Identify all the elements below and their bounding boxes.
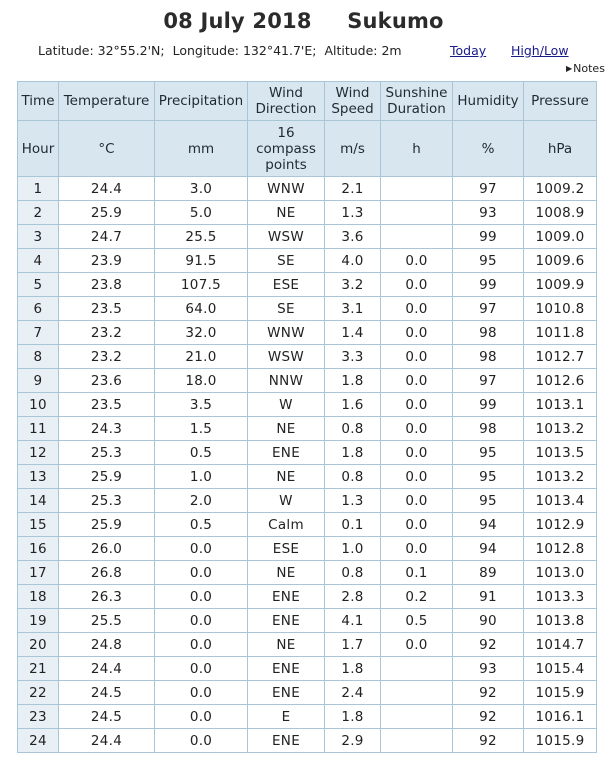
units-row: [18, 121, 597, 177]
table-row: [18, 321, 597, 345]
table-cell: 32.0: [155, 321, 248, 345]
table-cell: 1.8: [325, 369, 381, 393]
table-cell: 99: [453, 225, 524, 249]
table-row: [18, 417, 597, 441]
table-cell: 24: [18, 729, 59, 753]
title-date: 08 July 2018: [163, 9, 312, 33]
table-row: [18, 393, 597, 417]
table-cell: [381, 201, 453, 225]
table-cell: 0.0: [155, 585, 248, 609]
table-cell: 18.0: [155, 369, 248, 393]
table-cell: 0.0: [381, 297, 453, 321]
table-cell: 24.7: [59, 225, 155, 249]
table-cell: 99: [453, 273, 524, 297]
table-cell: 1013.2: [524, 417, 597, 441]
table-cell: 1013.8: [524, 609, 597, 633]
table-cell: Calm: [248, 513, 325, 537]
table-cell: 3.1: [325, 297, 381, 321]
table-cell: 20: [18, 633, 59, 657]
table-cell: 23.5: [59, 393, 155, 417]
table-cell: 3: [18, 225, 59, 249]
table-cell: 1012.9: [524, 513, 597, 537]
table-cell: 15: [18, 513, 59, 537]
table-cell: 1.0: [155, 465, 248, 489]
table-cell: 24.4: [59, 657, 155, 681]
table-cell: 21.0: [155, 345, 248, 369]
title-station: Sukumo: [347, 9, 444, 33]
table-row: [18, 633, 597, 657]
table-cell: 1.3: [325, 489, 381, 513]
table-cell: 0.5: [155, 441, 248, 465]
table-row: [18, 585, 597, 609]
table-cell: 0.5: [155, 513, 248, 537]
table-cell: 25.3: [59, 441, 155, 465]
table-cell: 4.1: [325, 609, 381, 633]
table-cell: 1009.9: [524, 273, 597, 297]
table-cell: NE: [248, 417, 325, 441]
table-cell: 1.8: [325, 705, 381, 729]
table-row: [18, 225, 597, 249]
table-cell: 0.5: [381, 609, 453, 633]
table-cell: 25.3: [59, 489, 155, 513]
table-cell: NNW: [248, 369, 325, 393]
table-cell: WNW: [248, 321, 325, 345]
notes-label: Notes: [573, 62, 605, 75]
table-cell: 95: [453, 249, 524, 273]
table-cell: 97: [453, 369, 524, 393]
table-cell: 3.3: [325, 345, 381, 369]
column-header: Wind Speed: [325, 82, 381, 121]
table-cell: [381, 705, 453, 729]
table-cell: 0.1: [325, 513, 381, 537]
table-cell: 24.8: [59, 633, 155, 657]
table-cell: 0.0: [381, 489, 453, 513]
table-cell: 10: [18, 393, 59, 417]
table-cell: 0.0: [155, 729, 248, 753]
table-cell: [381, 225, 453, 249]
table-cell: 1013.3: [524, 585, 597, 609]
table-row: [18, 537, 597, 561]
table-cell: 1012.7: [524, 345, 597, 369]
table-cell: 0.0: [381, 465, 453, 489]
table-cell: 13: [18, 465, 59, 489]
table-cell: 7: [18, 321, 59, 345]
table-cell: 0.8: [325, 417, 381, 441]
table-cell: ENE: [248, 729, 325, 753]
table-cell: 22: [18, 681, 59, 705]
table-cell: 1.6: [325, 393, 381, 417]
page-title: [0, 9, 607, 33]
table-cell: 9: [18, 369, 59, 393]
table-cell: 1.4: [325, 321, 381, 345]
table-cell: 1013.1: [524, 393, 597, 417]
table-cell: NE: [248, 465, 325, 489]
table-cell: 4: [18, 249, 59, 273]
table-cell: 1015.4: [524, 657, 597, 681]
column-header: Time: [18, 82, 59, 121]
table-cell: 91.5: [155, 249, 248, 273]
table-cell: ENE: [248, 585, 325, 609]
table-cell: 0.0: [381, 249, 453, 273]
table-cell: ENE: [248, 609, 325, 633]
table-row: [18, 297, 597, 321]
table-cell: 0.0: [155, 681, 248, 705]
hourly-observations-table: [17, 81, 597, 753]
table-cell: [381, 729, 453, 753]
table-cell: 0.0: [381, 417, 453, 441]
altitude-text: Altitude: 2m: [324, 43, 402, 58]
table-cell: 25.5: [155, 225, 248, 249]
table-cell: 25.9: [59, 465, 155, 489]
table-row: [18, 489, 597, 513]
table-cell: 98: [453, 417, 524, 441]
table-cell: 25.9: [59, 201, 155, 225]
table-cell: 24.5: [59, 681, 155, 705]
table-row: [18, 273, 597, 297]
table-cell: 95: [453, 489, 524, 513]
table-cell: 5.0: [155, 201, 248, 225]
table-cell: 1.5: [155, 417, 248, 441]
table-cell: 23.8: [59, 273, 155, 297]
table-cell: 24.5: [59, 705, 155, 729]
table-row: [18, 729, 597, 753]
table-cell: W: [248, 489, 325, 513]
table-cell: ESE: [248, 537, 325, 561]
column-unit: hPa: [524, 121, 597, 177]
station-info: [38, 43, 402, 58]
column-unit: m/s: [325, 121, 381, 177]
table-cell: 92: [453, 681, 524, 705]
table-cell: 25.5: [59, 609, 155, 633]
table-cell: 0.0: [381, 537, 453, 561]
table-cell: 23.6: [59, 369, 155, 393]
table-cell: 0.0: [381, 441, 453, 465]
table-cell: NE: [248, 561, 325, 585]
table-cell: 91: [453, 585, 524, 609]
table-cell: 1014.7: [524, 633, 597, 657]
table-row: [18, 657, 597, 681]
table-cell: 97: [453, 297, 524, 321]
table-cell: 24.4: [59, 177, 155, 201]
table-cell: 26.8: [59, 561, 155, 585]
table-cell: 2: [18, 201, 59, 225]
table-cell: 3.2: [325, 273, 381, 297]
table-row: [18, 249, 597, 273]
table-body: [18, 177, 597, 753]
table-cell: NE: [248, 201, 325, 225]
table-cell: W: [248, 393, 325, 417]
table-row: [18, 441, 597, 465]
table-cell: 0.0: [381, 513, 453, 537]
table-cell: 2.9: [325, 729, 381, 753]
table-cell: 5: [18, 273, 59, 297]
table-cell: 2.0: [155, 489, 248, 513]
table-cell: 2.4: [325, 681, 381, 705]
table-cell: 0.2: [381, 585, 453, 609]
table-cell: 92: [453, 729, 524, 753]
table-cell: 1010.8: [524, 297, 597, 321]
table-cell: 0.0: [381, 633, 453, 657]
table-cell: 0.0: [381, 321, 453, 345]
header-row: [18, 82, 597, 121]
table-cell: 16: [18, 537, 59, 561]
table-row: [18, 513, 597, 537]
table-cell: 1013.0: [524, 561, 597, 585]
table-cell: WNW: [248, 177, 325, 201]
table-cell: 98: [453, 321, 524, 345]
table-cell: 0.8: [325, 561, 381, 585]
table-row: [18, 345, 597, 369]
table-row: [18, 561, 597, 585]
table-cell: 94: [453, 537, 524, 561]
table-cell: 64.0: [155, 297, 248, 321]
table-cell: 24.4: [59, 729, 155, 753]
table-cell: [381, 657, 453, 681]
table-cell: [381, 177, 453, 201]
table-cell: 1: [18, 177, 59, 201]
table-cell: 23: [18, 705, 59, 729]
table-cell: 0.0: [155, 705, 248, 729]
table-cell: 11: [18, 417, 59, 441]
column-unit: h: [381, 121, 453, 177]
table-cell: 14: [18, 489, 59, 513]
table-cell: 1012.6: [524, 369, 597, 393]
table-cell: 12: [18, 441, 59, 465]
table-cell: 17: [18, 561, 59, 585]
column-unit: %: [453, 121, 524, 177]
table-cell: NE: [248, 633, 325, 657]
table-cell: 0.0: [155, 609, 248, 633]
table-cell: 93: [453, 657, 524, 681]
table-cell: 0.8: [325, 465, 381, 489]
table-cell: 21: [18, 657, 59, 681]
table-cell: ENE: [248, 681, 325, 705]
table-row: [18, 177, 597, 201]
table-cell: 1012.8: [524, 537, 597, 561]
column-header: Temperature: [59, 82, 155, 121]
table-cell: 99: [453, 393, 524, 417]
table-cell: 1009.0: [524, 225, 597, 249]
table-cell: 23.2: [59, 321, 155, 345]
table-cell: 1.3: [325, 201, 381, 225]
column-unit: Hour: [18, 121, 59, 177]
table-row: [18, 681, 597, 705]
table-row: [18, 369, 597, 393]
table-cell: 26.3: [59, 585, 155, 609]
table-cell: 2.8: [325, 585, 381, 609]
column-header: Pressure: [524, 82, 597, 121]
column-header: Wind Direction: [248, 82, 325, 121]
table-cell: 98: [453, 345, 524, 369]
table-cell: WSW: [248, 225, 325, 249]
table-cell: SE: [248, 297, 325, 321]
table-cell: 24.3: [59, 417, 155, 441]
table-cell: 8: [18, 345, 59, 369]
table-cell: 25.9: [59, 513, 155, 537]
table-cell: 95: [453, 441, 524, 465]
table-cell: 92: [453, 705, 524, 729]
table-cell: 1015.9: [524, 729, 597, 753]
table-cell: [381, 681, 453, 705]
table-cell: 0.0: [155, 633, 248, 657]
column-header: Humidity: [453, 82, 524, 121]
table-cell: WSW: [248, 345, 325, 369]
table-cell: 1.7: [325, 633, 381, 657]
table-cell: 90: [453, 609, 524, 633]
table-cell: 94: [453, 513, 524, 537]
table-cell: 19: [18, 609, 59, 633]
table-cell: 0.0: [381, 345, 453, 369]
table-row: [18, 705, 597, 729]
table-cell: 95: [453, 465, 524, 489]
table-cell: 1015.9: [524, 681, 597, 705]
table-cell: 1013.2: [524, 465, 597, 489]
table-cell: 1009.2: [524, 177, 597, 201]
table-cell: 1008.9: [524, 201, 597, 225]
column-unit: 16 compass points: [248, 121, 325, 177]
table-cell: E: [248, 705, 325, 729]
table-cell: 23.2: [59, 345, 155, 369]
table-cell: 0.0: [381, 393, 453, 417]
table-cell: 4.0: [325, 249, 381, 273]
notes-link[interactable]: [566, 62, 605, 75]
table-cell: 3.0: [155, 177, 248, 201]
table-cell: 1013.5: [524, 441, 597, 465]
table-cell: 2.1: [325, 177, 381, 201]
high-low-link[interactable]: High/Low: [511, 43, 569, 58]
table-cell: ENE: [248, 657, 325, 681]
table-cell: 18: [18, 585, 59, 609]
table-cell: 92: [453, 633, 524, 657]
table-cell: SE: [248, 249, 325, 273]
table-cell: 1013.4: [524, 489, 597, 513]
table-cell: 1.8: [325, 441, 381, 465]
table-cell: 23.9: [59, 249, 155, 273]
table-cell: 0.1: [381, 561, 453, 585]
table-row: [18, 609, 597, 633]
table-cell: 0.0: [381, 273, 453, 297]
table-cell: 1.8: [325, 657, 381, 681]
table-cell: 3.5: [155, 393, 248, 417]
table-cell: 89: [453, 561, 524, 585]
table-cell: 3.6: [325, 225, 381, 249]
table-cell: 107.5: [155, 273, 248, 297]
triangle-right-icon: ▶: [566, 64, 573, 73]
table-cell: 0.0: [155, 537, 248, 561]
longitude-text: Longitude: 132°41.7'E;: [172, 43, 317, 58]
table-cell: 0.0: [381, 369, 453, 393]
table-cell: 1009.6: [524, 249, 597, 273]
table-cell: 1.0: [325, 537, 381, 561]
table-cell: ENE: [248, 441, 325, 465]
table-row: [18, 465, 597, 489]
column-header: Precipitation: [155, 82, 248, 121]
latitude-text: Latitude: 32°55.2'N;: [38, 43, 165, 58]
column-unit: °C: [59, 121, 155, 177]
table-cell: 1011.8: [524, 321, 597, 345]
table-cell: 1016.1: [524, 705, 597, 729]
table-cell: 26.0: [59, 537, 155, 561]
today-link[interactable]: Today: [450, 43, 487, 58]
table-cell: 6: [18, 297, 59, 321]
column-unit: mm: [155, 121, 248, 177]
table-cell: 93: [453, 201, 524, 225]
table-cell: 23.5: [59, 297, 155, 321]
column-header: Sunshine Duration: [381, 82, 453, 121]
table-cell: 97: [453, 177, 524, 201]
table-row: [18, 201, 597, 225]
table-cell: ESE: [248, 273, 325, 297]
table-cell: 0.0: [155, 657, 248, 681]
table-cell: 0.0: [155, 561, 248, 585]
